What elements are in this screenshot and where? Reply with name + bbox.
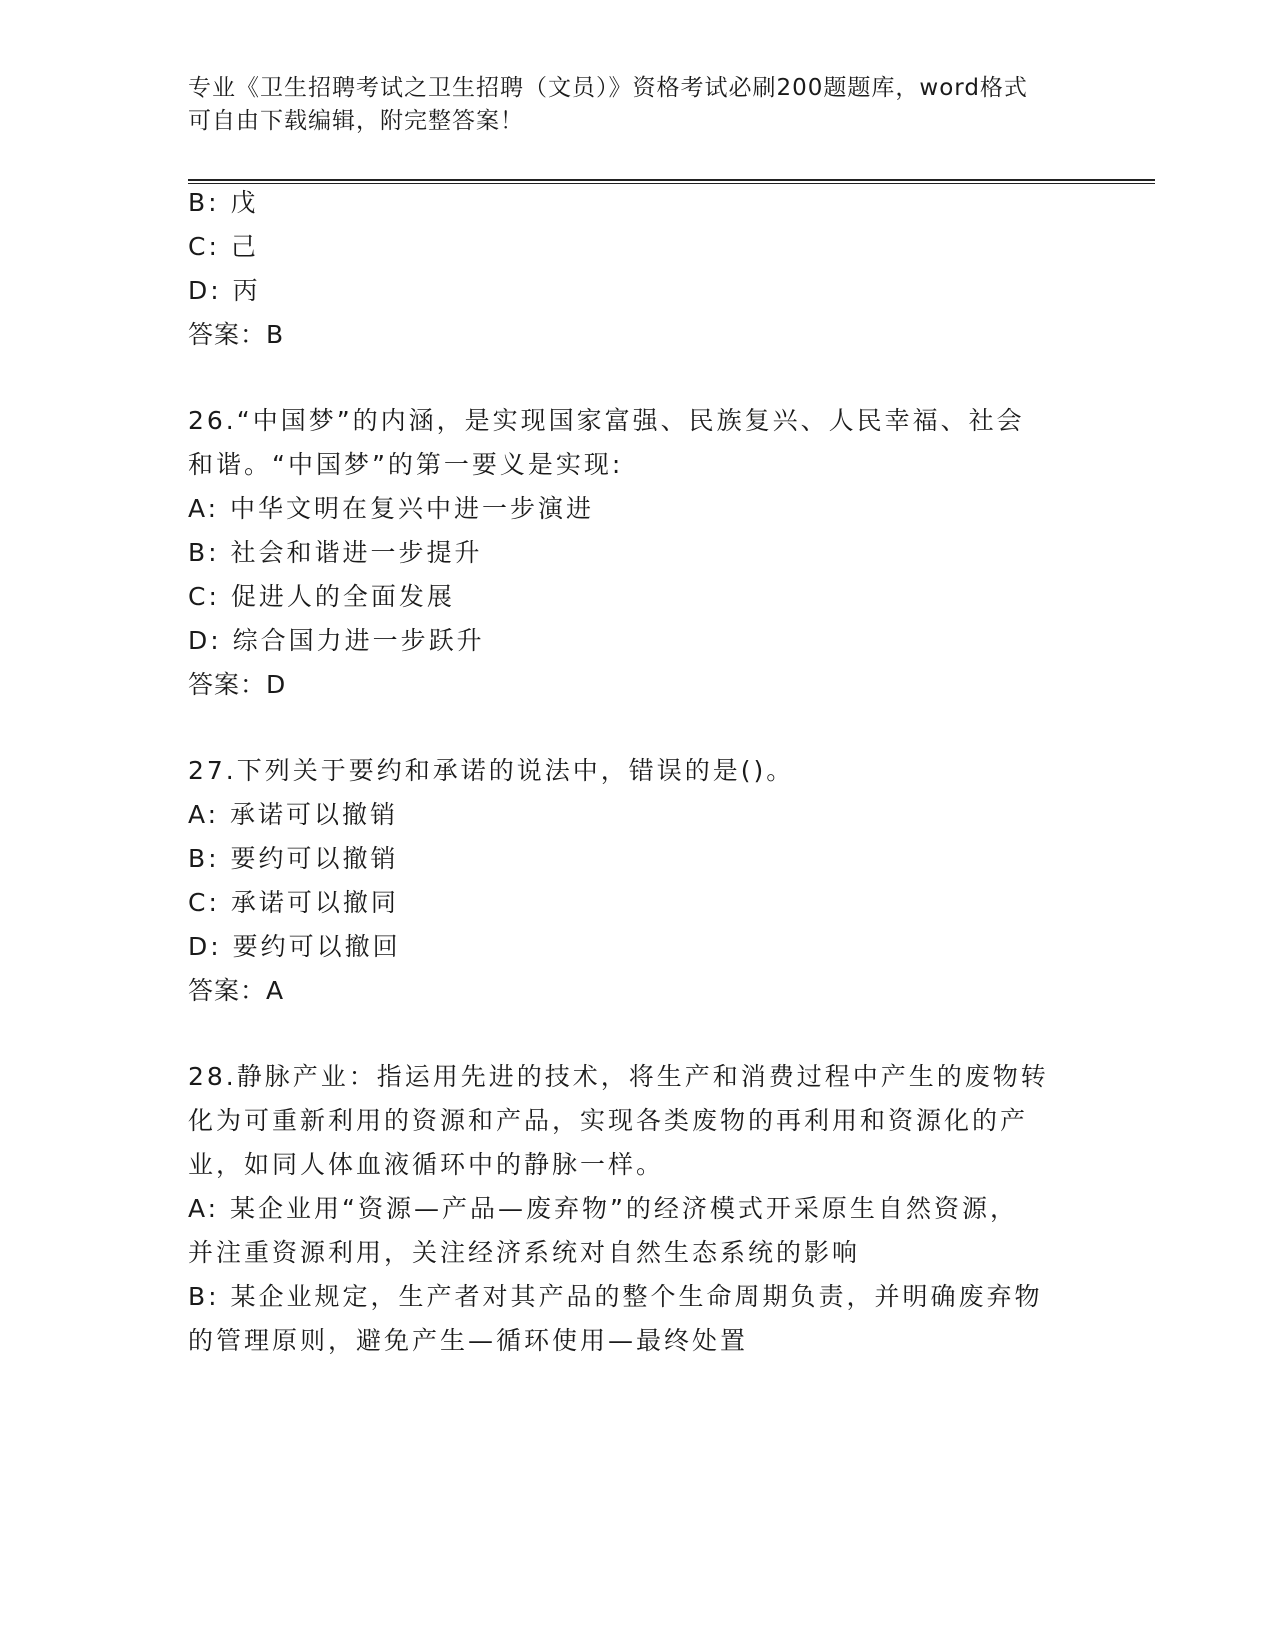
question-28-stem-line-1: 28.静脉产业：指运用先进的技术，将生产和消费过程中产生的废物转 — [188, 1062, 1049, 1091]
question-27-option-d: D: 要约可以撤回 — [188, 932, 401, 961]
question-28-stem-line-3: 业，如同人体血液循环中的静脉一样。 — [188, 1150, 665, 1179]
option-d: D: 丙 — [188, 276, 261, 305]
question-26-stem-line-1: 26.“中国梦”的内涵，是实现国家富强、民族复兴、人民幸福、社会 — [188, 406, 1025, 435]
question-26-stem-line-2: 和谐。“中国梦”的第一要义是实现: — [188, 450, 624, 479]
question-28-option-b-line-1: B: 某企业规定，生产者对其产品的整个生命周期负责，并明确废弃物 — [188, 1282, 1043, 1311]
option-b: B: 戊 — [188, 188, 259, 217]
question-26-option-a: A: 中华文明在复兴中进一步演进 — [188, 494, 595, 523]
question-26-option-c: C: 促进人的全面发展 — [188, 582, 455, 611]
question-27-option-b: B: 要约可以撤销 — [188, 844, 399, 873]
question-27-answer: 答案：A — [188, 976, 285, 1005]
document-header — [188, 72, 1078, 138]
question-27-stem: 27.下列关于要约和承诺的说法中，错误的是()。 — [188, 756, 795, 785]
header-divider — [188, 179, 1155, 181]
header-divider-thin — [188, 183, 1155, 184]
question-26-option-d: D: 综合国力进一步跃升 — [188, 626, 485, 655]
answer: 答案：B — [188, 320, 285, 349]
question-27-option-a: A: 承诺可以撤销 — [188, 800, 399, 829]
question-26-answer: 答案：D — [188, 670, 287, 699]
question-26-option-b: B: 社会和谐进一步提升 — [188, 538, 483, 567]
question-27-option-c: C: 承诺可以撤同 — [188, 888, 399, 917]
question-28-option-a-line-1: A: 某企业用“资源—产品—废弃物”的经济模式开采原生自然资源， — [188, 1194, 1018, 1223]
question-28-stem-line-2: 化为可重新利用的资源和产品，实现各类废物的再利用和资源化的产 — [188, 1106, 1029, 1135]
header-title-line-1: 专业《卫生招聘考试之卫生招聘（文员）》资格考试必刷200题题库，word格式 — [188, 75, 1028, 101]
question-28-option-a-line-2: 并注重资源利用，关注经济系统对自然生态系统的影响 — [188, 1238, 861, 1267]
header-title-line-2: 可自由下载编辑，附完整答案！ — [188, 108, 524, 134]
question-28-option-b-line-2: 的管理原则，避免产生—循环使用—最终处置 — [188, 1326, 749, 1355]
option-c: C: 己 — [188, 232, 259, 261]
